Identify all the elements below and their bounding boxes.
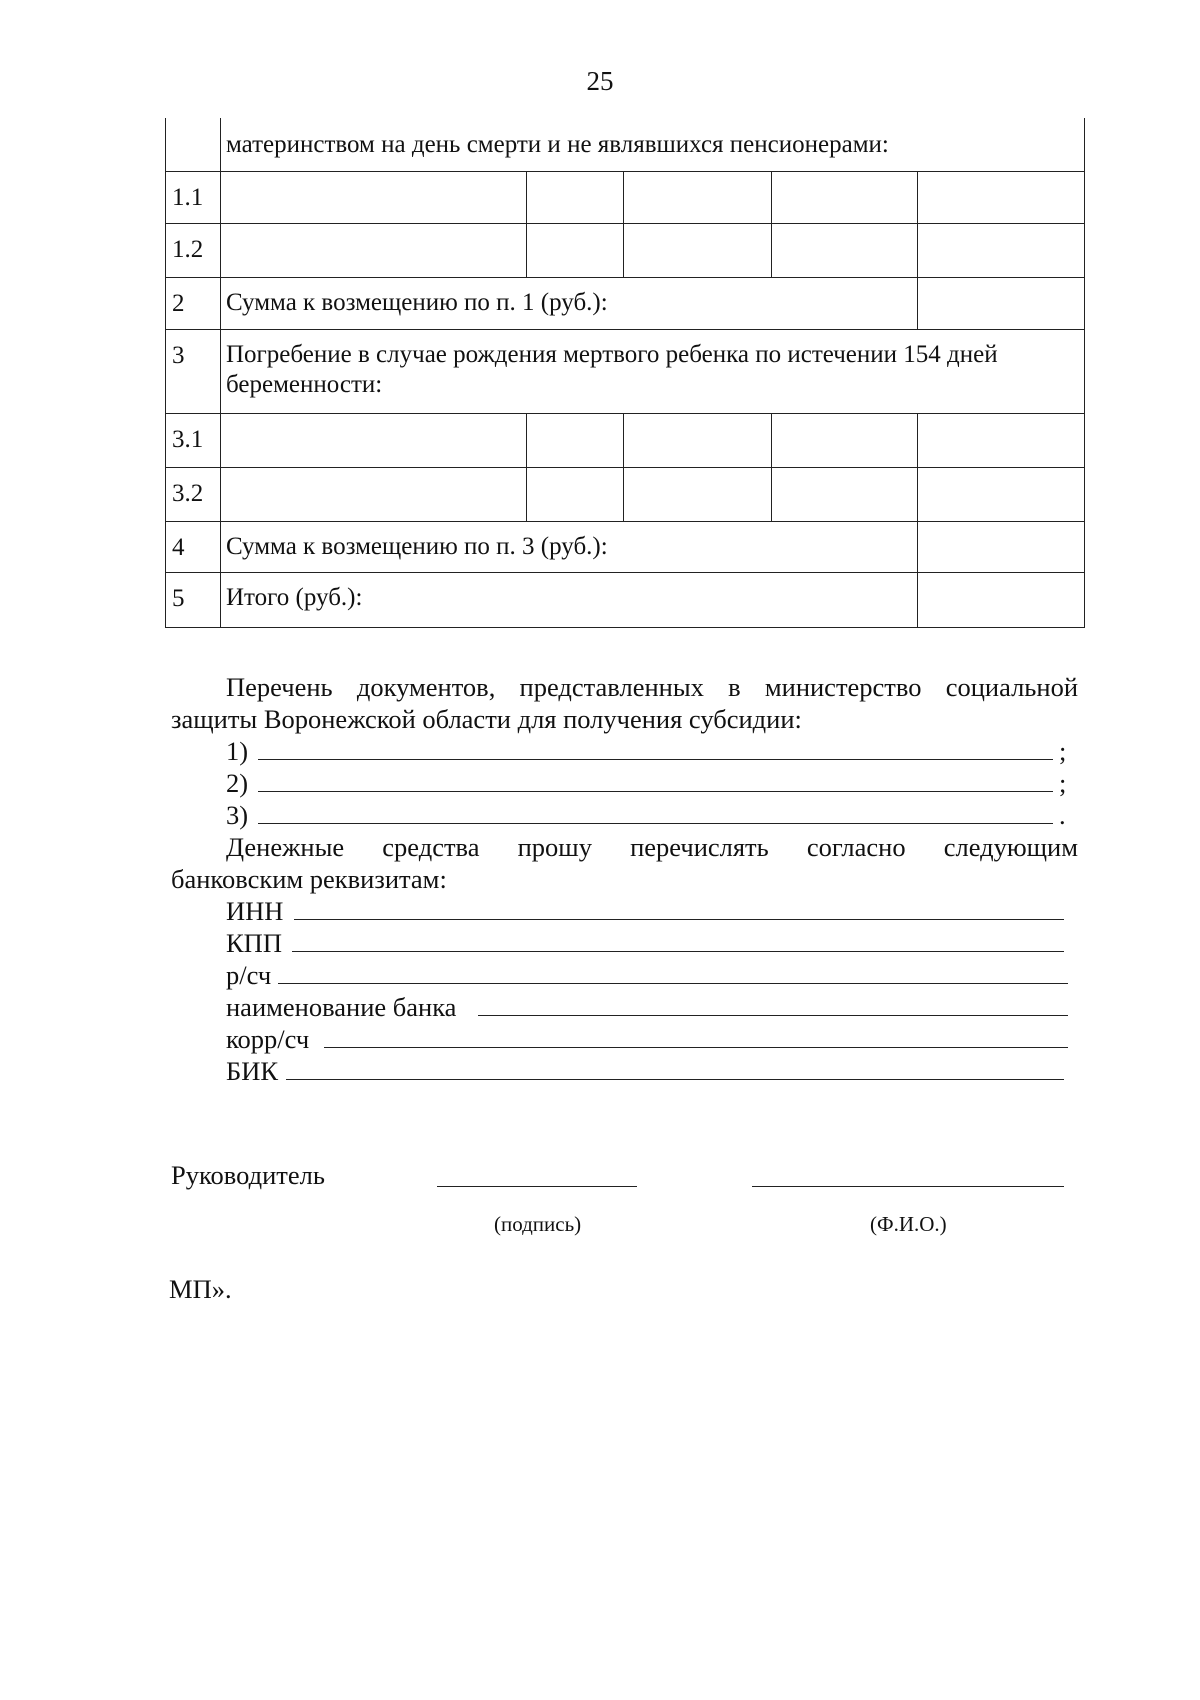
bank-field-label: наименование банка	[226, 992, 457, 1022]
bank-field-label: ИНН	[226, 896, 284, 926]
input-cell[interactable]	[221, 171, 527, 223]
input-cell[interactable]	[221, 467, 527, 521]
row-label: Погребение в случае рождения мертвого ребенка по истечении 154 дней беременности:	[221, 329, 1085, 413]
input-cell[interactable]	[624, 223, 772, 277]
kpp-input[interactable]	[292, 951, 1064, 952]
bank-field-account	[226, 959, 1071, 991]
input-cell[interactable]	[527, 223, 624, 277]
table-row	[166, 467, 1085, 521]
document-item-end: .	[1059, 800, 1066, 830]
bank-field-bank-name	[226, 991, 1071, 1023]
account-input[interactable]	[278, 983, 1068, 984]
bank-intro	[171, 831, 1078, 895]
row-number: 4	[166, 521, 221, 572]
row-number: 3	[166, 329, 221, 413]
input-cell[interactable]	[772, 171, 918, 223]
bank-field-corr-account	[226, 1023, 1071, 1055]
table-continuation-text: материнством на день смерти и не являвшихся пенсионерами:	[221, 118, 1085, 171]
bank-field-label: корр/сч	[226, 1024, 310, 1054]
subsidy-table	[165, 118, 1085, 628]
table-row	[166, 521, 1085, 572]
bank-field-label: БИК	[226, 1056, 279, 1086]
input-cell[interactable]	[772, 413, 918, 467]
input-cell[interactable]	[918, 223, 1085, 277]
table-row	[166, 118, 1085, 171]
signature-caption: (подпись)	[494, 1212, 582, 1236]
bank-intro-line-1: Денежные средства прошу перечислять согласно следующим	[226, 832, 1078, 862]
document-item-field[interactable]	[258, 759, 1053, 760]
inn-input[interactable]	[294, 919, 1064, 920]
table-row	[166, 413, 1085, 467]
row-label: Итого (руб.):	[221, 572, 918, 627]
input-cell[interactable]	[624, 413, 772, 467]
signature-line[interactable]	[437, 1186, 637, 1187]
document-item-end: ;	[1059, 768, 1067, 798]
input-cell[interactable]	[527, 171, 624, 223]
bank-intro-line-2: банковским реквизитам:	[171, 864, 447, 894]
row-number: 3.2	[166, 467, 221, 521]
document-item-field[interactable]	[258, 823, 1053, 824]
stamp-label: МП».	[169, 1274, 232, 1304]
document-item-2	[226, 767, 1071, 799]
row-label: Сумма к возмещению по п. 3 (руб.):	[221, 521, 918, 572]
corr-account-input[interactable]	[324, 1047, 1068, 1048]
input-cell[interactable]	[527, 467, 624, 521]
table-row	[166, 277, 1085, 329]
table-cell	[166, 118, 221, 171]
documents-intro-line-1: Перечень документов, представленных в министерство социальной	[226, 672, 1078, 702]
input-cell[interactable]	[918, 413, 1085, 467]
table-row	[166, 329, 1085, 413]
head-label: Руководитель	[171, 1160, 325, 1190]
input-cell[interactable]	[624, 467, 772, 521]
input-cell[interactable]	[221, 223, 527, 277]
document-item-3	[226, 799, 1071, 831]
input-cell[interactable]	[527, 413, 624, 467]
bik-input[interactable]	[286, 1079, 1064, 1080]
input-cell[interactable]	[221, 413, 527, 467]
input-cell[interactable]	[918, 467, 1085, 521]
row-number: 3.1	[166, 413, 221, 467]
bank-field-inn	[226, 895, 1071, 927]
table-row	[166, 572, 1085, 627]
bank-field-kpp	[226, 927, 1071, 959]
bank-field-label: р/сч	[226, 960, 272, 990]
table-row	[166, 171, 1085, 223]
document-item-label: 2)	[226, 768, 249, 798]
document-item-1	[226, 735, 1071, 767]
row-number: 1.1	[166, 171, 221, 223]
documents-intro-line-2: защиты Воронежской области для получения субсидии:	[171, 704, 802, 734]
input-cell[interactable]	[772, 223, 918, 277]
input-cell[interactable]	[918, 171, 1085, 223]
amount-cell[interactable]	[918, 521, 1085, 572]
row-number: 1.2	[166, 223, 221, 277]
page-number: 25	[586, 66, 614, 96]
document-item-label: 3)	[226, 800, 249, 830]
name-line[interactable]	[752, 1186, 1064, 1187]
table-row	[166, 223, 1085, 277]
document-item-field[interactable]	[258, 791, 1053, 792]
input-cell[interactable]	[772, 467, 918, 521]
document-item-label: 1)	[226, 736, 249, 766]
amount-cell[interactable]	[918, 277, 1085, 329]
row-number: 2	[166, 277, 221, 329]
name-caption: (Ф.И.О.)	[870, 1212, 947, 1236]
row-label: Сумма к возмещению по п. 1 (руб.):	[221, 277, 918, 329]
documents-intro	[171, 671, 1078, 735]
bank-field-label: КПП	[226, 928, 282, 958]
document-item-end: ;	[1059, 736, 1067, 766]
bank-field-bik	[226, 1055, 1071, 1087]
row-number: 5	[166, 572, 221, 627]
input-cell[interactable]	[624, 171, 772, 223]
bank-name-input[interactable]	[478, 1015, 1068, 1016]
amount-cell[interactable]	[918, 572, 1085, 627]
